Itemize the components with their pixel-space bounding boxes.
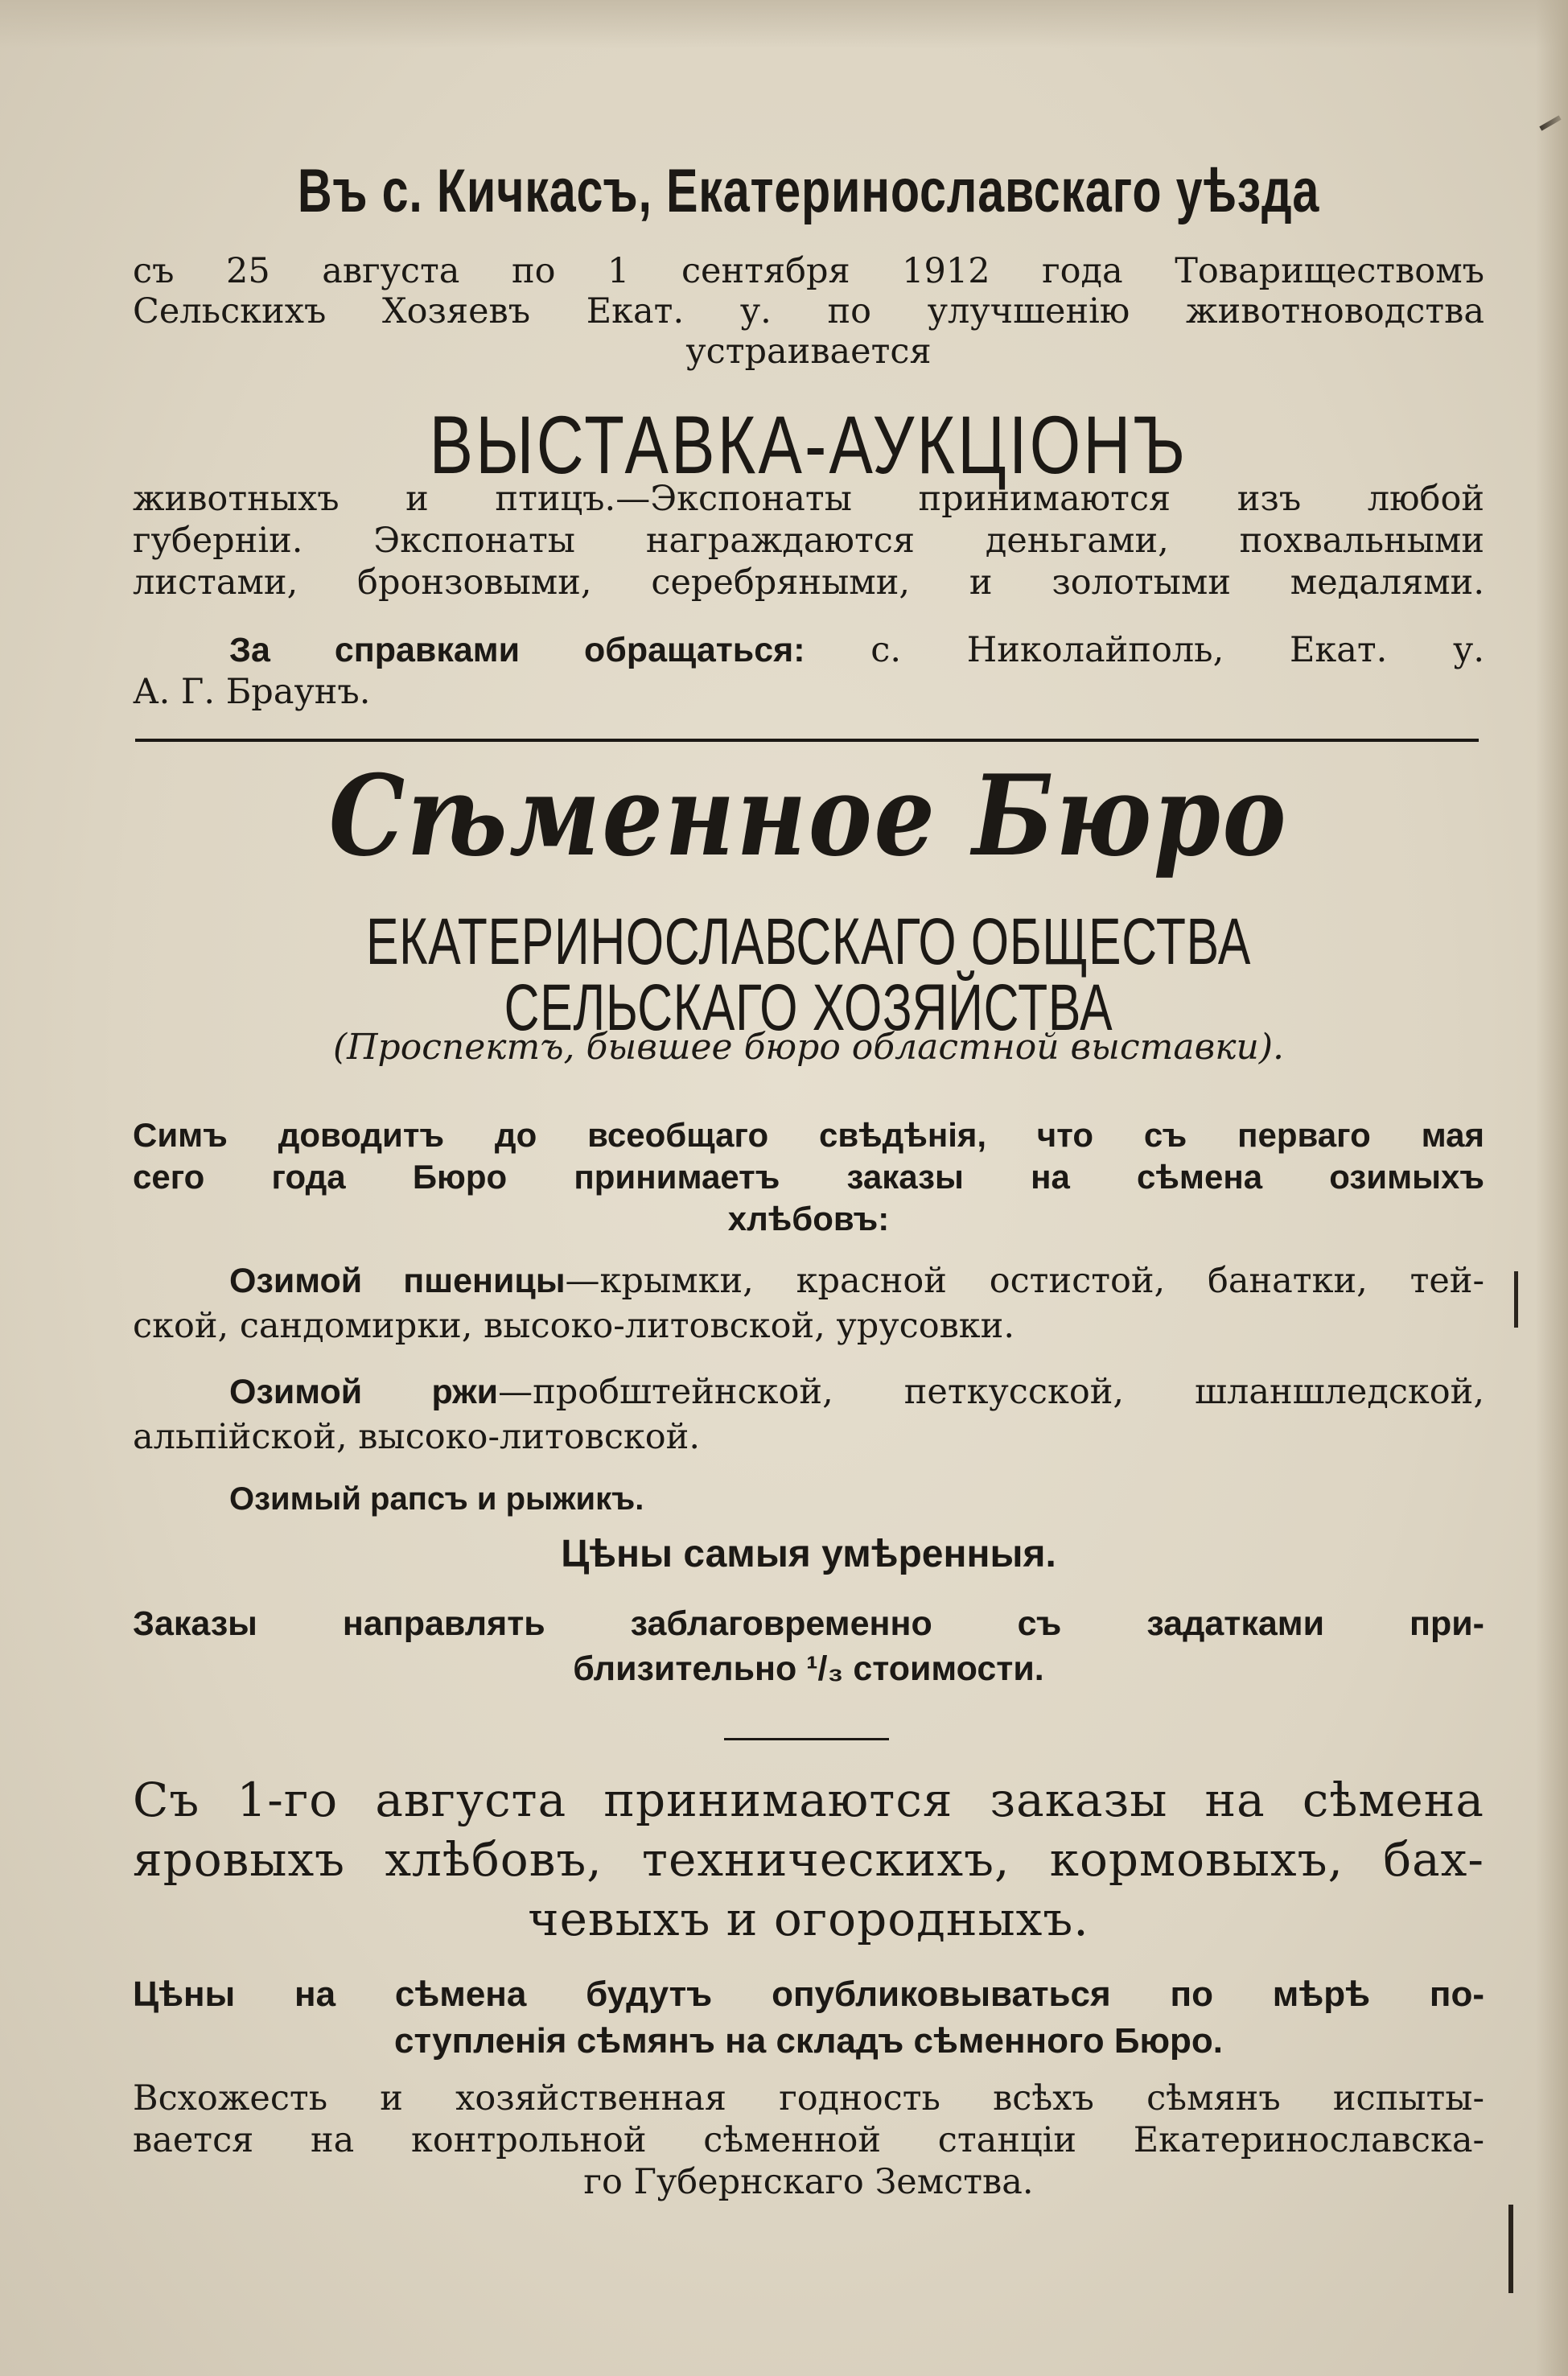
publish-prices-note [133, 1971, 1484, 2065]
wheat-varieties: —крымки, красной остистой, банатки, тей- [565, 1261, 1484, 1301]
wheat-varieties-cont: ской, сандомирки, высоко-литовской, урусовки. [133, 1306, 1014, 1346]
prices-heading: Цѣны самыя умѣренныя. [561, 1533, 1056, 1575]
rye-label: Озимой ржи [229, 1373, 499, 1411]
rye-varieties-cont: альпійской, высоко-литовской. [133, 1417, 701, 1457]
contact-label: За справками обращаться: [229, 631, 805, 669]
announcement-line: Симъ доводитъ до всеобщаго свѣдѣнія, что съ перваго мая [133, 1116, 1484, 1154]
winter-rye-list [133, 1369, 1484, 1460]
short-divider [724, 1738, 889, 1740]
germination-line: го Губернскаго Земства. [583, 2162, 1034, 2202]
rapeseed-line: Озимый рапсъ и рыжикъ. [229, 1481, 644, 1517]
auction-line: губерніи. Экспонаты награждаются деньгами, похвальными [133, 521, 1484, 561]
auction-heading: ВЫСТАВКА-АУКЦІОНЪ [429, 399, 1188, 491]
publish-line: ступленія сѣмянъ на складъ сѣменного Бюро. [393, 2021, 1224, 2061]
kichkas-intro-line: Сельскихъ Хозяевъ Екат. у. по улучшенію животноводства [133, 291, 1484, 331]
contact-line [133, 629, 1484, 671]
kichkas-title: Въ с. Кичкасъ, Екатеринославскаго уѣзда [297, 157, 1320, 225]
auction-description [133, 478, 1484, 603]
announcement-line: сего года Бюро принимаетъ заказы на сѣмена озимыхъ [133, 1158, 1484, 1196]
society-name: ЕКАТЕРИНОСЛАВСКАГО ОБЩЕСТВА СЕЛЬСКАГО ХОЗЯЙСТВА [365, 905, 1252, 1044]
bureau-title: Сѣменное Бюро [328, 750, 1289, 881]
auction-line: листами, бронзовыми, серебряными, и золотыми медалями. [133, 562, 1484, 603]
kichkas-intro-line: съ 25 августа по 1 сентября 1912 года Товариществомъ [133, 251, 1484, 291]
spring-line: чевыхъ и огородныхъ. [528, 1892, 1089, 1946]
wheat-label: Озимой пшеницы [229, 1262, 566, 1300]
contact-name: А. Г. Браунъ. [133, 672, 371, 712]
orders-note [133, 1601, 1484, 1691]
contact-info [133, 629, 1484, 713]
germination-line: Всхожесть и хозяйственная годность всѣхъ сѣмянъ испыты- [133, 2078, 1484, 2119]
kichkas-intro-line: устраивается [685, 331, 932, 372]
scan-mark [1508, 2205, 1513, 2293]
announcement-line: хлѣбовъ: [727, 1200, 890, 1237]
germination-line: вается на контрольной сѣменной станціи Екатеринославска- [133, 2120, 1484, 2160]
wheat-line [133, 1258, 1484, 1303]
germination-note [133, 2077, 1484, 2203]
auction-line: животныхъ и птицъ.—Экспонаты принимаются изъ любой [133, 479, 1484, 519]
rye-varieties: —пробштейнской, петкусской, шланшледской, [498, 1372, 1485, 1412]
publish-line: Цѣны на сѣмена будутъ опубликовываться по мѣрѣ по- [133, 1975, 1484, 2014]
kichkas-intro [133, 251, 1484, 372]
scan-mark [1539, 115, 1561, 130]
prospect-note: (Проспектъ, бывшее бюро областной выставки). [333, 1027, 1284, 1068]
winter-wheat-list [133, 1258, 1484, 1349]
rye-line [133, 1369, 1484, 1414]
spring-seeds-notice [133, 1770, 1484, 1949]
spring-line: Съ 1-го августа принимаются заказы на сѣмена [133, 1773, 1484, 1827]
orders-line: близительно ¹/₃ стоимости. [573, 1649, 1044, 1688]
scan-mark [1514, 1271, 1518, 1328]
spring-line: яровыхъ хлѣбовъ, техническихъ, кормовыхъ, бах- [133, 1832, 1484, 1887]
orders-line: Заказы направлять заблаговременно съ задатками при- [133, 1604, 1484, 1643]
section-divider [135, 739, 1479, 742]
bureau-announcement [133, 1114, 1484, 1240]
contact-address: с. Николайполь, Екат. у. [805, 630, 1484, 670]
